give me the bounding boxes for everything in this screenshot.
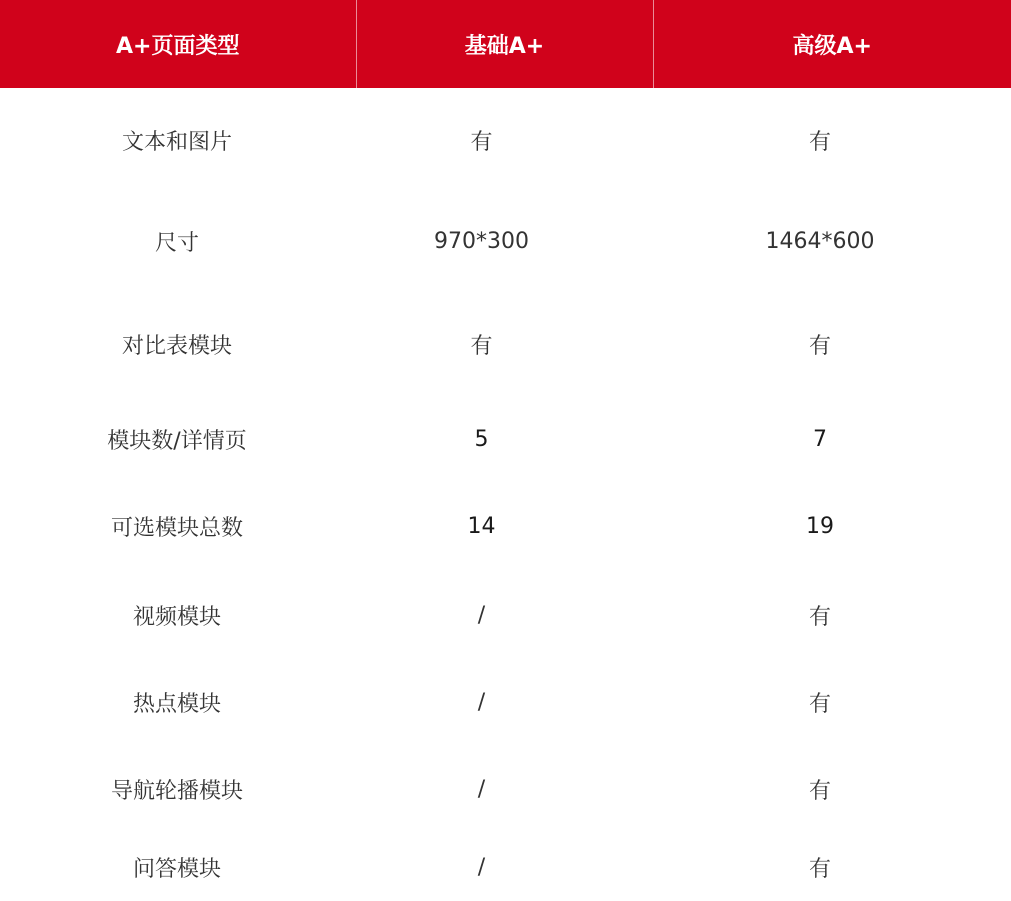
basic-value: 有 [470,333,493,359]
table-row [0,398,1011,480]
advanced-value: 19 [806,513,834,539]
header-premium-a-plus: 高级A+ [653,0,1011,88]
feature-label: 文本和图片 [121,129,232,155]
table-body [0,88,1011,901]
advanced-value: 有 [808,779,831,804]
table-row [0,572,1011,658]
feature-label: 尺寸 [154,230,199,256]
feature-label: 视频模块 [132,604,221,630]
basic-value: 14 [467,513,496,539]
table-row [0,658,1011,746]
feature-label: 模块数/详情页 [107,428,247,454]
advanced-value: 有 [808,129,831,155]
feature-label: 可选模块总数 [110,515,243,541]
basic-value: / [477,689,486,715]
header-basic-a-plus: 基础A+ [356,0,653,88]
table-row [0,88,1011,192]
header-row [0,0,1011,88]
table-row [0,290,1011,398]
advanced-value: 7 [813,426,827,452]
basic-value: 5 [474,426,489,452]
table-row [0,192,1011,290]
feature-label: 导航轮播模块 [110,779,243,804]
advanced-value: 有 [808,604,831,630]
advanced-value: 1464*600 [765,228,875,254]
feature-label: 对比表模块 [121,333,232,359]
basic-value: 970*300 [434,228,529,254]
feature-label: 问答模块 [132,856,221,882]
basic-value: / [477,602,486,628]
table-row [0,833,1011,901]
basic-value: / [477,777,486,802]
table-row [0,480,1011,572]
header-page-type: A+页面类型 [0,0,356,88]
feature-label: 热点模块 [132,691,221,717]
table-row [0,746,1011,833]
advanced-value: 有 [808,691,831,717]
basic-value: / [477,854,486,880]
advanced-value: 有 [808,333,831,359]
advanced-value: 有 [808,856,831,882]
basic-value: 有 [470,129,493,155]
table-header [0,0,1011,88]
